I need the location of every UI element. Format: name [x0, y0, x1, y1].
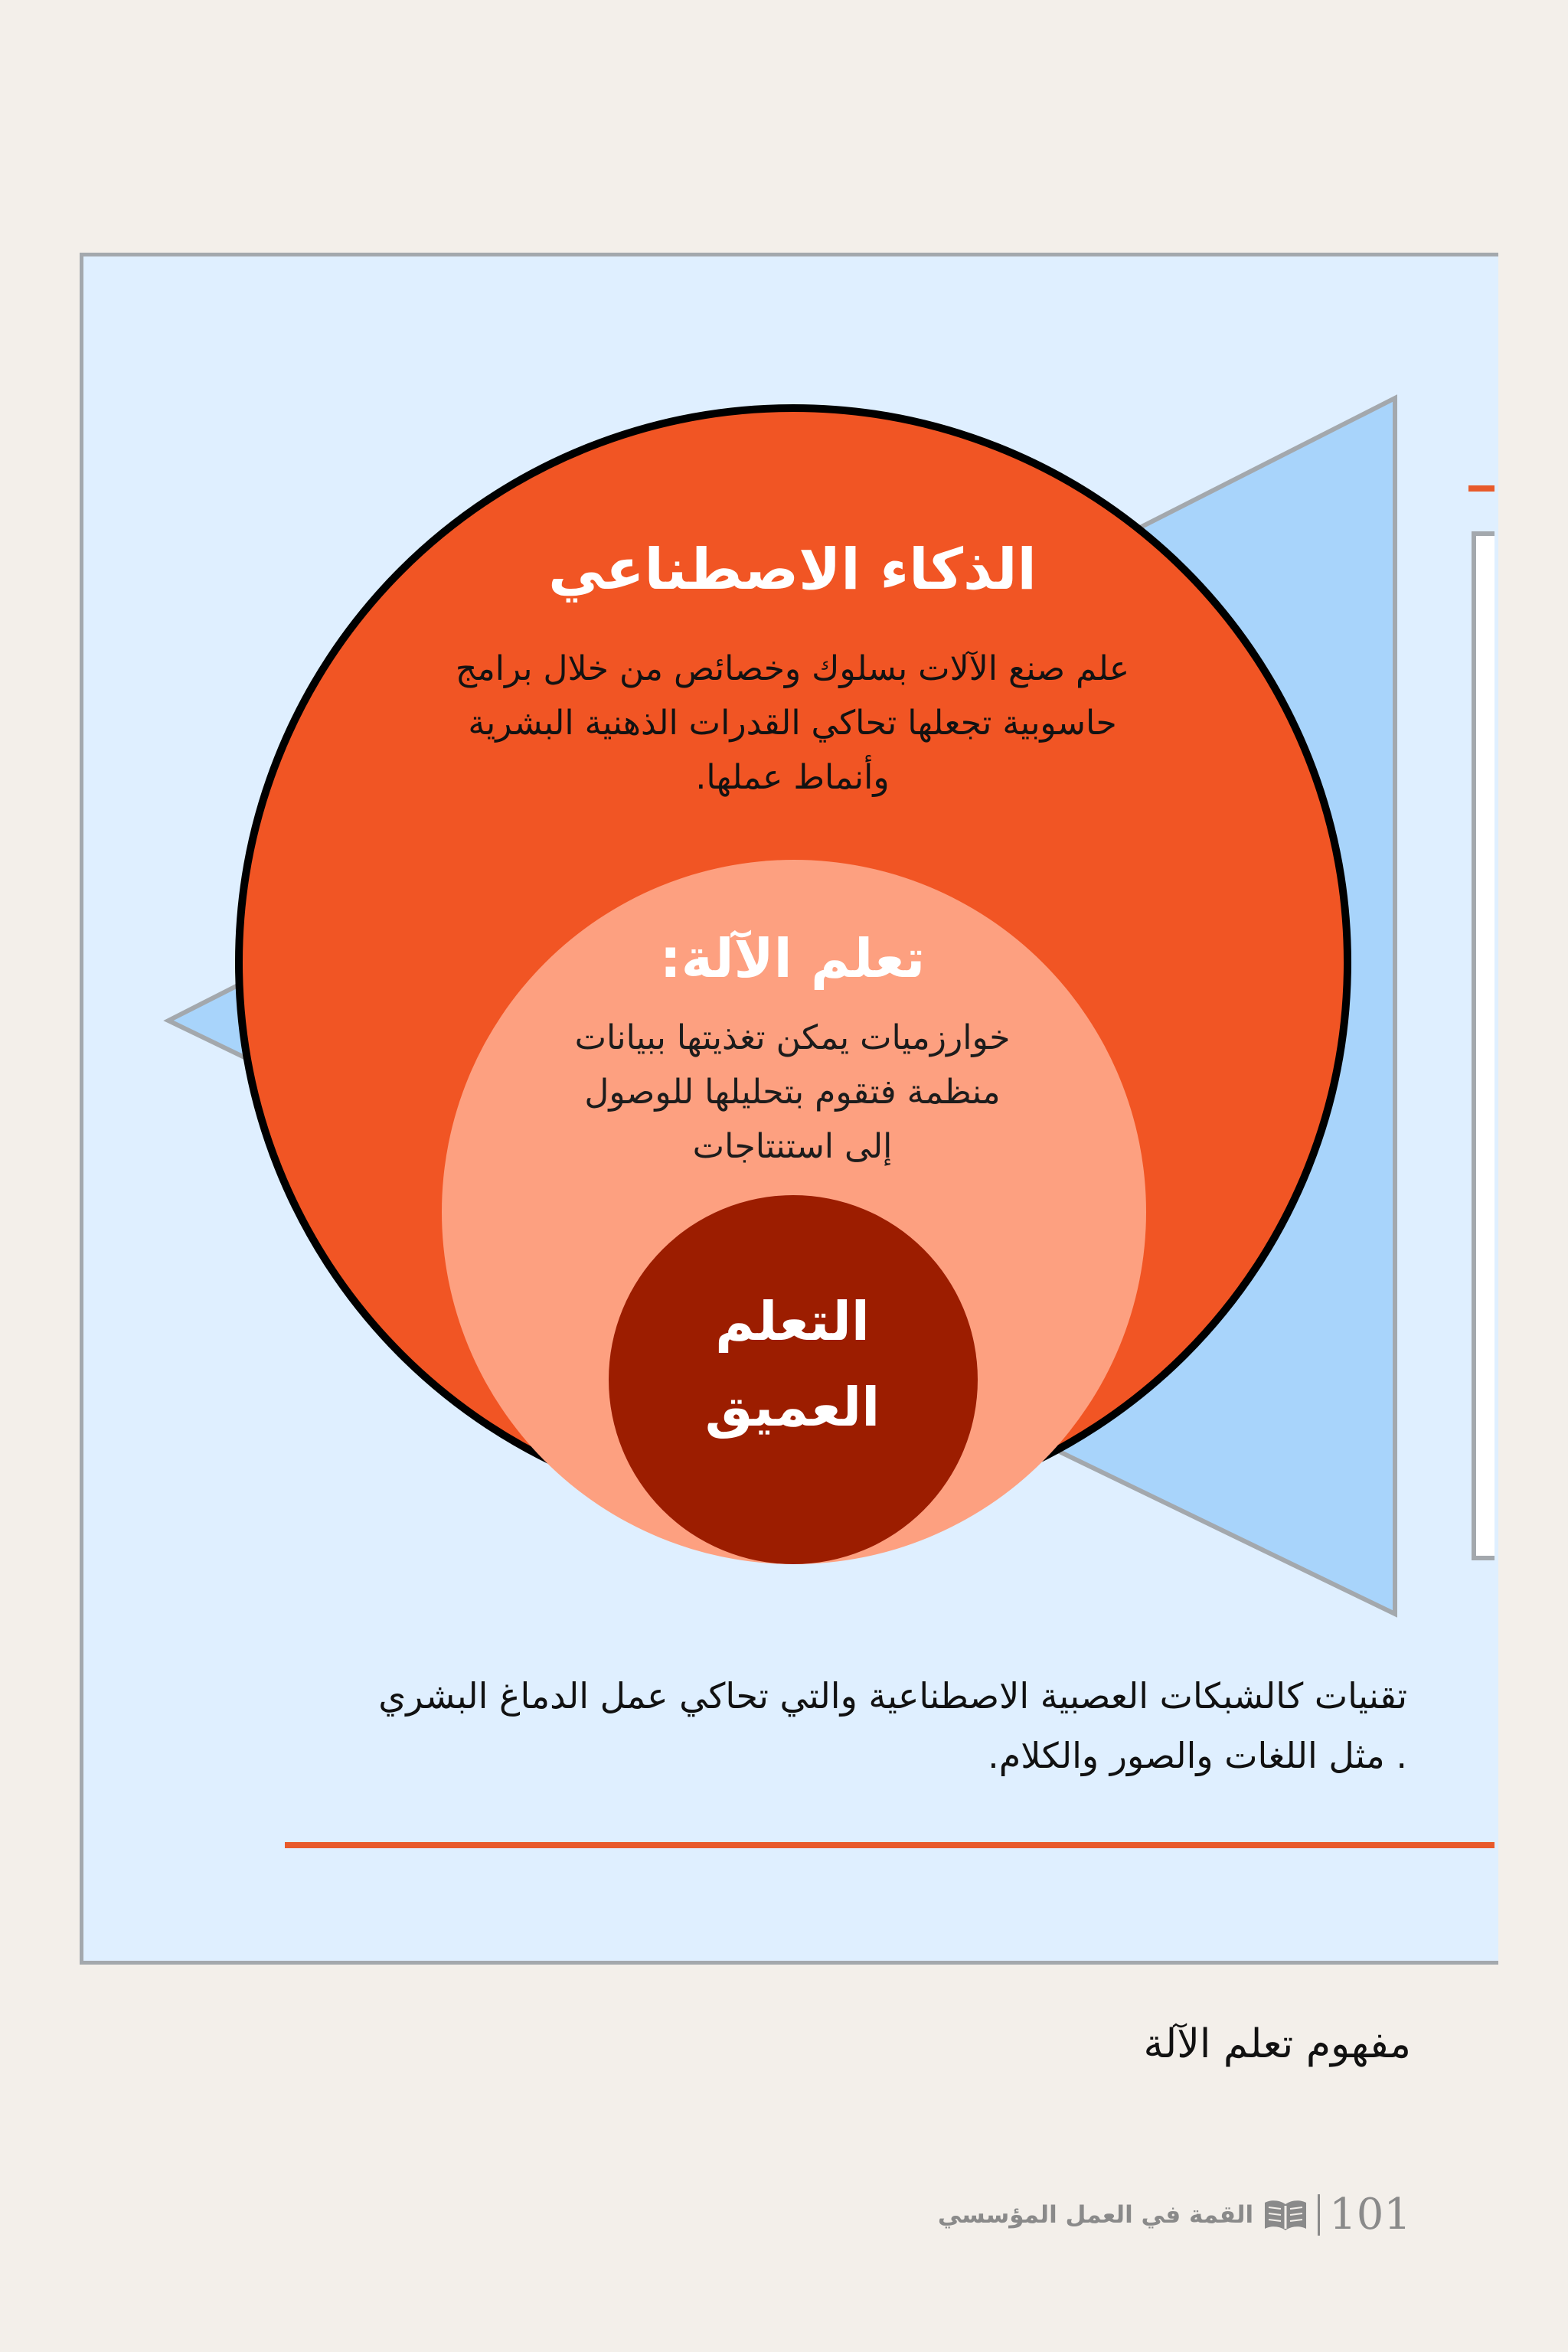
ai-description-line: وأنماط عملها.	[695, 758, 890, 797]
ml-description-line: منظمة فتقوم بتحليلها للوصول	[584, 1073, 1001, 1112]
book-title: القمة في العمل المؤسسي	[937, 2200, 1254, 2229]
ml-description-line: خوارزميات يمكن تغذيتها ببيانات	[574, 1018, 1011, 1057]
dl-title	[620, 1279, 965, 1450]
footer-divider	[1318, 2194, 1320, 2236]
ai-title: الذكاء الاصطناعي	[548, 537, 1037, 603]
ml-title: تعلم الآلة:	[659, 927, 926, 990]
body-line: . مثل اللغات والصور والكلام.	[988, 1735, 1407, 1776]
page-number: 101	[1329, 2190, 1411, 2239]
dl-title-line: التعلم	[715, 1290, 870, 1353]
ai-description-line: حاسوبية تجعلها تحاكي القدرات الذهنية البشرية	[468, 704, 1117, 743]
ml-description-line: إلى استنتاجات	[692, 1127, 893, 1166]
body-line: تقنيات كالشبكات العصبية الاصطناعية والتي تحاكي عمل الدماغ البشري	[378, 1675, 1407, 1717]
page-footer	[938, 2190, 1411, 2239]
ai-description	[398, 642, 1187, 805]
ml-description	[490, 1011, 1095, 1174]
figure-caption: مفهوم تعلم الآلة	[1143, 2021, 1411, 2067]
side-box-edge	[1474, 534, 1501, 1558]
body-paragraph	[0, 1666, 1407, 1785]
ai-description-line: علم صنع الآلات بسلوك وخصائص من خلال برامج	[455, 649, 1130, 688]
open-book-icon	[1263, 2198, 1308, 2232]
dl-title-line: العميق	[704, 1376, 880, 1439]
